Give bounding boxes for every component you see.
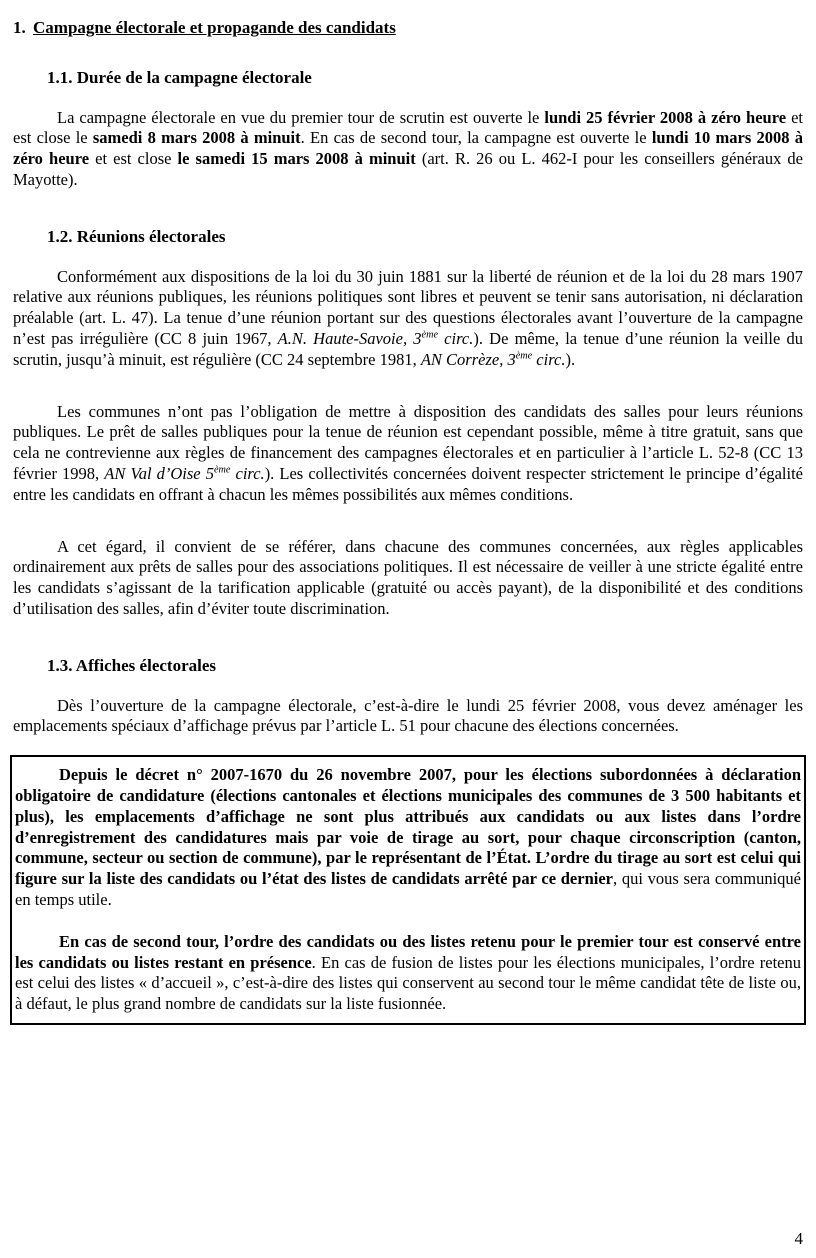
text-run-bold: lundi 25 février 2008 à zéro heure: [544, 107, 787, 127]
text-run: , qui vous sera communiqué en temps utile.: [15, 869, 801, 909]
text-run: Les communes n’ont pas l’obligation de mettre à disposition des candidats des salles pour leurs réunions publiques. Le prêt de salles publiques pour la tenue de réunion est cependant possible, même à titre gratuit, sans que cela ne contrevienne aux règles de financement des campagnes électorales et en particulier à l’article L. 52-8 (CC 13 février 1998,: [13, 401, 803, 483]
text-run-bold: En cas de second tour, l’ordre des candidats ou des listes retenu pour le premier tour est conservé entre les candidats ou listes restant en présence: [15, 931, 801, 972]
text-run: (art. R. 26 ou L. 462-I pour les conseillers généraux de Mayotte).: [13, 149, 803, 189]
subsection-heading-1-2: 1.2. Réunions électorales: [47, 226, 226, 246]
section-number: 1.: [13, 18, 26, 37]
section-heading-1: [13, 18, 803, 39]
text-run-italic: AN Val d’Oise 5: [104, 463, 214, 483]
paragraph-salles-communes: [13, 402, 803, 506]
subsection-heading-1-3: 1.3. Affiches électorales: [47, 655, 216, 675]
text-run-bold: Depuis le décret n° 2007-1670 du 26 novembre 2007, pour les élections subordonnées à déclaration obligatoire de candidature (élections cantonales et élections municipales des communes de 3 500 habitants et plus), les emplacements d’affichage ne sont plus attribués aux candidats ou aux listes dans l’ordre d’enregistrement des candidatures mais par voie de tirage au sort, pour chaque circonscription (canton, commune, secteur ou section de commune), par le représentant de l’État. L’ordre du tirage au sort est celui qui figure sur la liste des candidats ou l’état des listes de candidats arrêté par ce dernier: [15, 765, 801, 889]
text-run-superscript: ème: [515, 350, 533, 362]
text-run-italic: circ.: [437, 328, 474, 348]
text-run: . En cas de fusion de listes pour les élections municipales, l’ordre retenu est celui des listes « d’accueil », c’est-à-dire des listes qui conservent au second tour le même candidat tête de liste ou, à défaut, le plus grand nombre de candidats sur la liste fusionnée.: [15, 952, 802, 1014]
subsection-heading-1-1: 1.1. Durée de la campagne électorale: [47, 67, 312, 87]
text-run-superscript: ème: [421, 329, 438, 341]
text-run: ). De même, la tenue d’une réunion la veille du scrutin, jusqu’à minuit, est régulière (CC 24 septembre 1981,: [13, 328, 803, 369]
text-run-bold: le samedi 15 mars 2008 à minuit: [177, 149, 416, 169]
text-run-superscript: ème: [213, 464, 231, 476]
text-run: . En cas de second tour, la campagne est ouverte le: [300, 128, 652, 148]
text-run-bold: lundi 10 mars 2008 à zéro heure: [13, 128, 804, 169]
text-run: La campagne électorale en vue du premier tour de scrutin est ouverte le: [57, 107, 545, 127]
highlight-box: [10, 755, 806, 1025]
paragraph-affichage-ouverture: Dès l’ouverture de la campagne électorale, c’est-à-dire le lundi 25 février 2008, vous devez aménager les emplacements spéciaux d’affichage prévus par l’article L. 51 pour chacune des élections concernées.: [13, 695, 803, 736]
text-run-italic: A.N. Haute-Savoie, 3: [277, 328, 422, 348]
paragraph-campaign-duration: [13, 108, 803, 191]
box-paragraph-second-tour: [15, 932, 801, 1015]
page-number: 4: [794, 1229, 803, 1249]
paragraph-egalite-tarification: A cet égard, il convient de se référer, dans chacune des communes concernées, aux règles applicables ordinairement aux prêts de salles pour des associations politiques. Il est nécessaire de veiller à une stricte égalité entre les candidats s’agissant de la tarification applicable (gratuité ou accès payant), de la disponibilité et des conditions d’utilisation des salles, afin d’éviter toute discrimination.: [13, 536, 803, 618]
text-run: ).: [565, 349, 576, 369]
text-run-italic: circ.: [532, 349, 566, 369]
paragraph-reunions-law: [13, 267, 803, 371]
box-paragraph-tirage-au-sort: [15, 765, 801, 911]
text-run: Conformément aux dispositions de la loi du 30 juin 1881 sur la liberté de réunion et de la loi du 28 mars 1907 relative aux réunions publiques, les réunions politiques sont libres et peuvent se tenir sans autorisation, ni déclaration préalable (art. L. 47). La tenue d’une réunion portant sur des questions électorales avant l’ouverture de la campagne n’est pas irrégulière (CC 8 juin 1967,: [13, 266, 803, 348]
text-run: ). Les collectivités concernées doivent respecter strictement le principe d’égalité entre les candidats en offrant à chacun les mêmes possibilités aux mêmes conditions.: [13, 463, 803, 504]
text-run: et est close: [89, 149, 178, 169]
text-run: et est close le: [13, 107, 803, 148]
text-run-bold: samedi 8 mars 2008 à minuit: [92, 128, 301, 148]
section-title: Campagne électorale et propagande des candidats: [33, 18, 396, 37]
text-run-italic: AN Corrèze, 3: [420, 349, 516, 369]
text-run-italic: circ.: [230, 463, 265, 483]
